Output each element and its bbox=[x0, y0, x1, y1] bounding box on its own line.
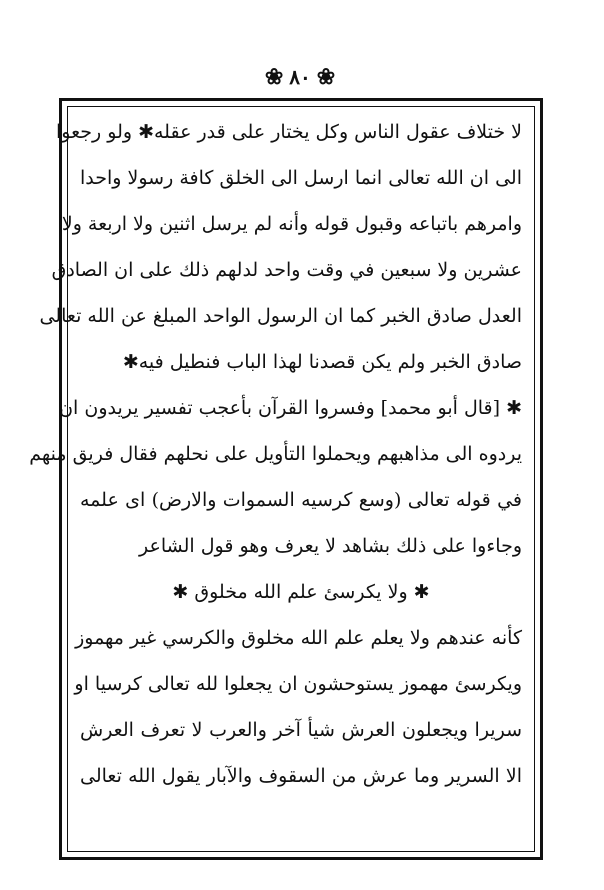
text-line-7: ✱ [قال أبو محمد] وفسروا القرآن بأعجب تفسير يريدون ان bbox=[59, 397, 522, 419]
body-text bbox=[29, 112, 522, 802]
text-line-14: سريرا ويجعلون العرش شيأ آخر والعرب لا تعرف العرش bbox=[80, 719, 522, 741]
page-number: ٨٠ bbox=[289, 65, 311, 89]
text-line-4: عشرين ولا سبعين في وقت واحد لدلهم ذلك على ان الصادق bbox=[51, 259, 522, 281]
ornament-left-icon: ❀ bbox=[264, 64, 284, 90]
page-number-header bbox=[250, 62, 350, 92]
text-line-3: وامرهم باتباعه وقبول قوله وأنه لم يرسل اثنين ولا اربعة ولا bbox=[61, 213, 522, 235]
text-line-5: العدل صادق الخبر كما ان الرسول الواحد المبلغ عن الله تعالى bbox=[39, 305, 522, 327]
text-line-13: ويكرسئ مهموز يستوحشون ان يجعلوا لله تعالى كرسيا او bbox=[74, 673, 522, 695]
text-line-12: كأنه عندهم ولا يعلم علم الله مخلوق والكرسي غير مهموز bbox=[75, 627, 522, 649]
text-line-1: لا ختلاف عقول الناس وكل يختار على قدر عقله✱ ولو رجعوا bbox=[56, 121, 522, 143]
text-line-10: وجاءوا على ذلك بشاهد لا يعرف وهو قول الشاعر bbox=[139, 535, 522, 557]
verse-line: ✱ ولا يكرسئ علم الله مخلوق ✱ bbox=[172, 581, 430, 603]
text-line-6: صادق الخبر ولم يكن قصدنا لهذا الباب فنطيل فيه✱ bbox=[122, 351, 522, 373]
text-line-15: الا السرير وما عرش من السقوف والآبار يقول الله تعالى bbox=[80, 765, 522, 787]
ornament-right-icon: ❀ bbox=[316, 64, 336, 90]
text-line-8: يردوه الى مذاهبهم ويحملوا التأويل على نحلهم فقال فريق منهم bbox=[29, 443, 522, 465]
text-line-2: الى ان الله تعالى انما ارسل الى الخلق كافة رسولا واحدا bbox=[80, 167, 522, 189]
text-line-9: في قوله تعالى (وسع كرسيه السموات والارض) اى علمه bbox=[80, 489, 522, 511]
